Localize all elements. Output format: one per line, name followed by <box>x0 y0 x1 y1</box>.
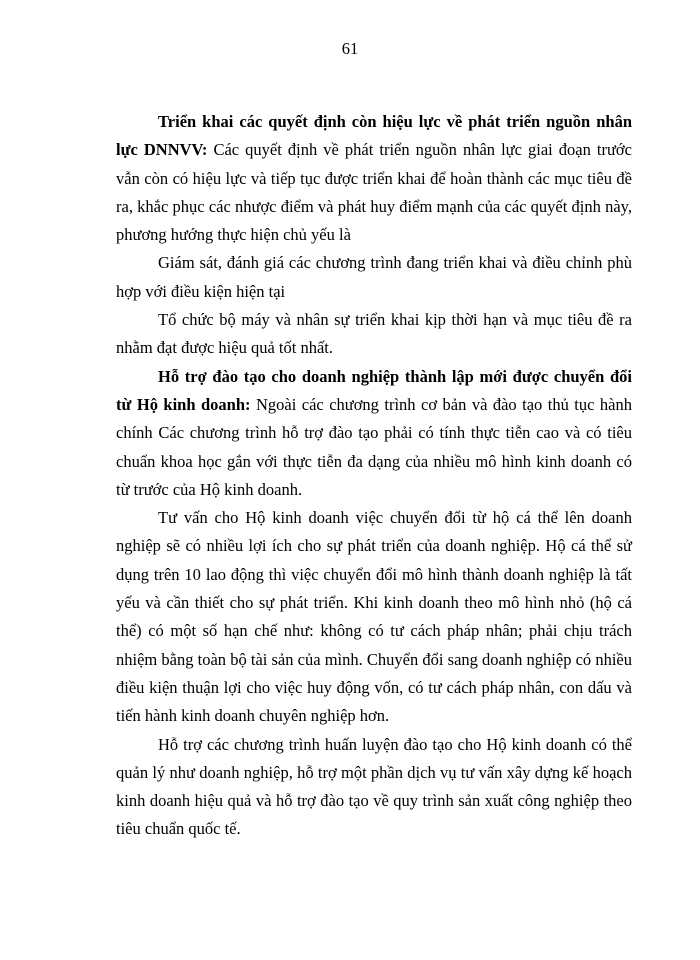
paragraph-5 <box>116 504 632 730</box>
body-text <box>116 108 632 844</box>
paragraph-6-text: Hỗ trợ các chương trình huấn luyện đào tạo cho Hộ kinh doanh có thể quản lý như doanh nghiệp, hỗ trợ một phần dịch vụ tư vấn xây dựng kế hoạch kinh doanh hiệu quả và hỗ trợ đào tạo về quy trình sản xuất công nghiệp theo tiêu chuẩn quốc tế. <box>116 734 632 839</box>
paragraph-1-text: Các quyết định về phát triển nguồn nhân lực giai đoạn trước vẫn còn có hiệu lực và tiếp tục được triển khai để hoàn thành các mục tiêu đề ra, khắc phục các nhược điểm và phát huy điểm mạnh của các quyết định này, phương hướng thực hiện chủ yếu là <box>116 140 632 245</box>
page-number: 61 <box>341 39 359 58</box>
paragraph-2-text: Giám sát, đánh giá các chương trình đang triển khai và điều chỉnh phù hợp với điều kiện hiện tại <box>116 253 632 301</box>
paragraph-4-text: Ngoài các chương trình cơ bản và đào tạo thủ tục hành chính Các chương trình hỗ trợ đào tạo phải có tính thực tiễn cao và có tiêu chuẩn khoa học gắn với thực tiễn đa dạng của nhiều mô hình kinh doanh có từ trước của Hộ kinh doanh. <box>116 394 632 499</box>
paragraph-5-text: Tư vấn cho Hộ kinh doanh việc chuyển đổi từ hộ cá thể lên doanh nghiệp sẽ có nhiều lợi ích cho sự phát triển của doanh nghiệp. Hộ cá thể sử dụng trên 10 lao động thì việc chuyển đổi mô hình thành doanh nghiệp là tất yếu và cần thiết cho sự phát triển. Khi kinh doanh theo mô hình nhỏ (hộ cá thể) có một số hạn chế như: không có tư cách pháp nhân; phải chịu trách nhiệm bằng toàn bộ tài sản của mình. Chuyển đổi sang doanh nghiệp có nhiều điều kiện thuận lợi cho việc huy động vốn, có tư cách pháp nhân, con dấu và tiến hành kinh doanh chuyên nghiệp hơn. <box>116 508 632 726</box>
paragraph-3-text: Tổ chức bộ máy và nhân sự triển khai kịp thời hạn và mục tiêu đề ra nhằm đạt được hiệu quả tốt nhất. <box>116 310 632 358</box>
paragraph-4 <box>116 363 632 504</box>
paragraph-1-heading: Triển khai các quyết định còn hiệu lực về phát triển nguồn nhân lực DNNVV: <box>116 112 632 160</box>
paragraph-2 <box>116 249 632 306</box>
paragraph-6 <box>116 731 632 844</box>
paragraph-3 <box>116 306 632 363</box>
paragraph-4-heading: Hỗ trợ đào tạo cho doanh nghiệp thành lập mới được chuyển đổi từ Hộ kinh doanh: <box>116 366 632 414</box>
paragraph-1 <box>116 108 632 249</box>
